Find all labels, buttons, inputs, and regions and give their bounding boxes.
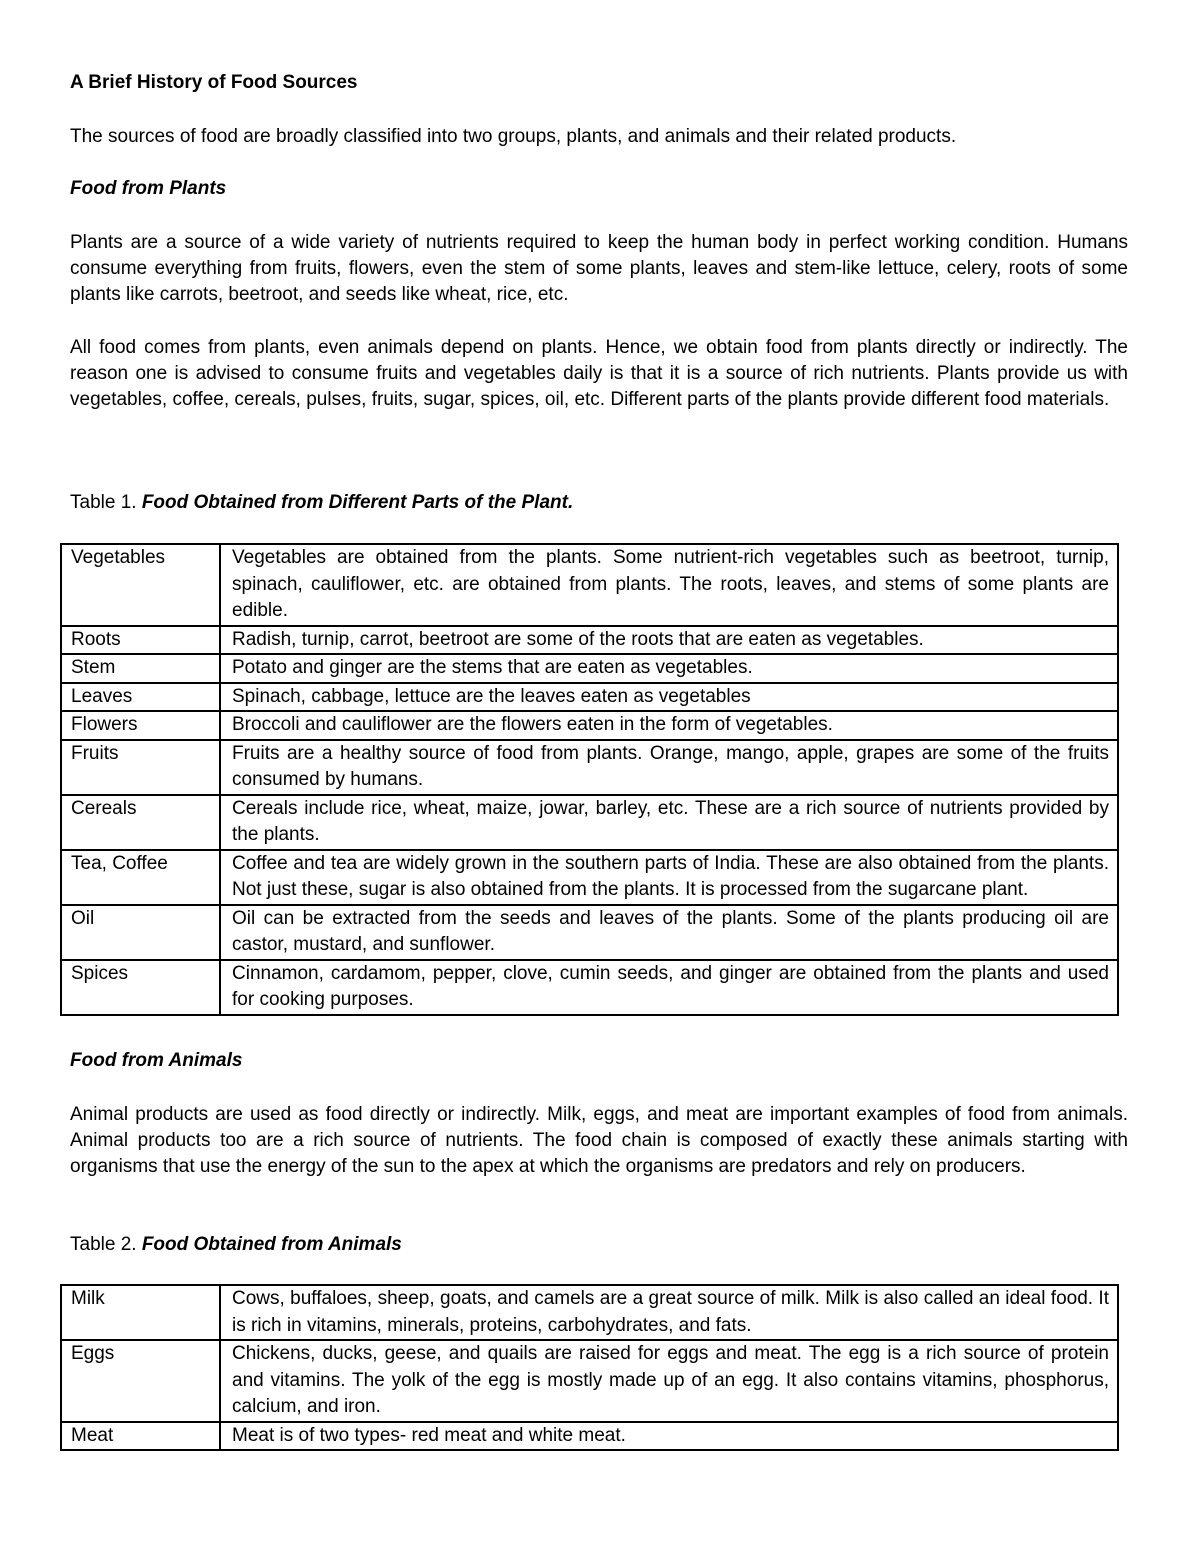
table1-caption-title: Food Obtained from Different Parts of the Plant.	[141, 492, 574, 513]
table-cell-category: Leaves	[61, 683, 220, 712]
table-cell-description: Chickens, ducks, geese, and quails are raised for eggs and meat. The egg is a rich source of protein and vitamins. The yolk of the egg is mostly made up of an egg. It also contains vitamins, phosphorus, calcium, and iron.	[220, 1340, 1118, 1422]
plants-paragraph-1: Plants are a source of a wide variety of nutrients required to keep the human body in perfect working condition. Humans consume everything from fruits, flowers, even the stem of some plants, leaves and stem-like lettuce, celery, roots of some plants like carrots, beetroot, and seeds like wheat, rice, etc.	[70, 232, 1128, 305]
table-row	[61, 1285, 1118, 1340]
table-cell-category: Stem	[61, 654, 220, 683]
table-cell-description: Vegetables are obtained from the plants. Some nutrient-rich vegetables such as beetroot, turnip, spinach, cauliflower, etc. are obtained from plants. The roots, leaves, and stems of some plants are edible.	[220, 544, 1118, 626]
table-row	[61, 740, 1118, 795]
table-row	[61, 544, 1118, 626]
table1-caption-prefix: Table 1.	[70, 492, 142, 513]
table-row	[61, 795, 1118, 850]
table-row	[61, 1340, 1118, 1422]
plants-paragraph-2: All food comes from plants, even animals depend on plants. Hence, we obtain food from plants directly or indirectly. The reason one is advised to consume fruits and vegetables daily is that it is a source of rich nutrients. Plants provide us with vegetables, coffee, cereals, pulses, fruits, sugar, spices, oil, etc. Different parts of the plants provide different food materials.	[70, 337, 1128, 410]
table-cell-description: Cows, buffaloes, sheep, goats, and camels are a great source of milk. Milk is also called an ideal food. It is rich in vitamins, minerals, proteins, carbohydrates, and fats.	[220, 1285, 1118, 1340]
table-cell-category: Roots	[61, 626, 220, 655]
table-cell-description: Spinach, cabbage, lettuce are the leaves eaten as vegetables	[220, 683, 1118, 712]
intro-paragraph: The sources of food are broadly classified into two groups, plants, and animals and their related products.	[70, 126, 957, 147]
table-row	[61, 626, 1118, 655]
table-cell-description: Broccoli and cauliflower are the flowers eaten in the form of vegetables.	[220, 711, 1118, 740]
table-row	[61, 960, 1118, 1015]
table2-caption-prefix: Table 2.	[70, 1234, 142, 1255]
animals-heading: Food from Animals	[70, 1050, 243, 1071]
table2-caption	[70, 1234, 402, 1256]
table-row	[61, 850, 1118, 905]
table-cell-category: Fruits	[61, 740, 220, 795]
table-cell-description: Fruits are a healthy source of food from plants. Orange, mango, apple, grapes are some of the fruits consumed by humans.	[220, 740, 1118, 795]
table1-caption	[70, 492, 573, 514]
document-title: A Brief History of Food Sources	[70, 72, 358, 93]
animals-paragraph: Animal products are used as food directly or indirectly. Milk, eggs, and meat are important examples of food from animals. Animal products too are a rich source of nutrients. The food chain is composed of exactly these animals starting with organisms that use the energy of the sun to the apex at which the organisms are predators and rely on producers.	[70, 1104, 1128, 1177]
table-row	[61, 683, 1118, 712]
table-row	[61, 711, 1118, 740]
table-cell-category: Flowers	[61, 711, 220, 740]
table-cell-description: Cereals include rice, wheat, maize, jowar, barley, etc. These are a rich source of nutrients provided by the plants.	[220, 795, 1118, 850]
table-cell-description: Meat is of two types- red meat and white meat.	[220, 1422, 1118, 1451]
table-cell-description: Coffee and tea are widely grown in the southern parts of India. These are also obtained from the plants. Not just these, sugar is also obtained from the plants. It is processed from the sugarcane plant.	[220, 850, 1118, 905]
plants-heading: Food from Plants	[70, 178, 227, 199]
table-cell-category: Spices	[61, 960, 220, 1015]
table-cell-category: Milk	[61, 1285, 220, 1340]
animal-foods-table	[60, 1284, 1119, 1451]
table-cell-category: Vegetables	[61, 544, 220, 626]
table-cell-description: Cinnamon, cardamom, pepper, clove, cumin seeds, and ginger are obtained from the plants and used for cooking purposes.	[220, 960, 1118, 1015]
table-cell-category: Cereals	[61, 795, 220, 850]
table-cell-description: Radish, turnip, carrot, beetroot are some of the roots that are eaten as vegetables.	[220, 626, 1118, 655]
table-cell-category: Eggs	[61, 1340, 220, 1422]
table-row	[61, 654, 1118, 683]
table-cell-category: Meat	[61, 1422, 220, 1451]
plant-foods-table	[60, 543, 1119, 1016]
table-cell-description: Oil can be extracted from the seeds and leaves of the plants. Some of the plants producing oil are castor, mustard, and sunflower.	[220, 905, 1118, 960]
table-cell-description: Potato and ginger are the stems that are eaten as vegetables.	[220, 654, 1118, 683]
table-cell-category: Oil	[61, 905, 220, 960]
table2-caption-title: Food Obtained from Animals	[141, 1234, 402, 1255]
table-row	[61, 1422, 1118, 1451]
table-cell-category: Tea, Coffee	[61, 850, 220, 905]
table-row	[61, 905, 1118, 960]
